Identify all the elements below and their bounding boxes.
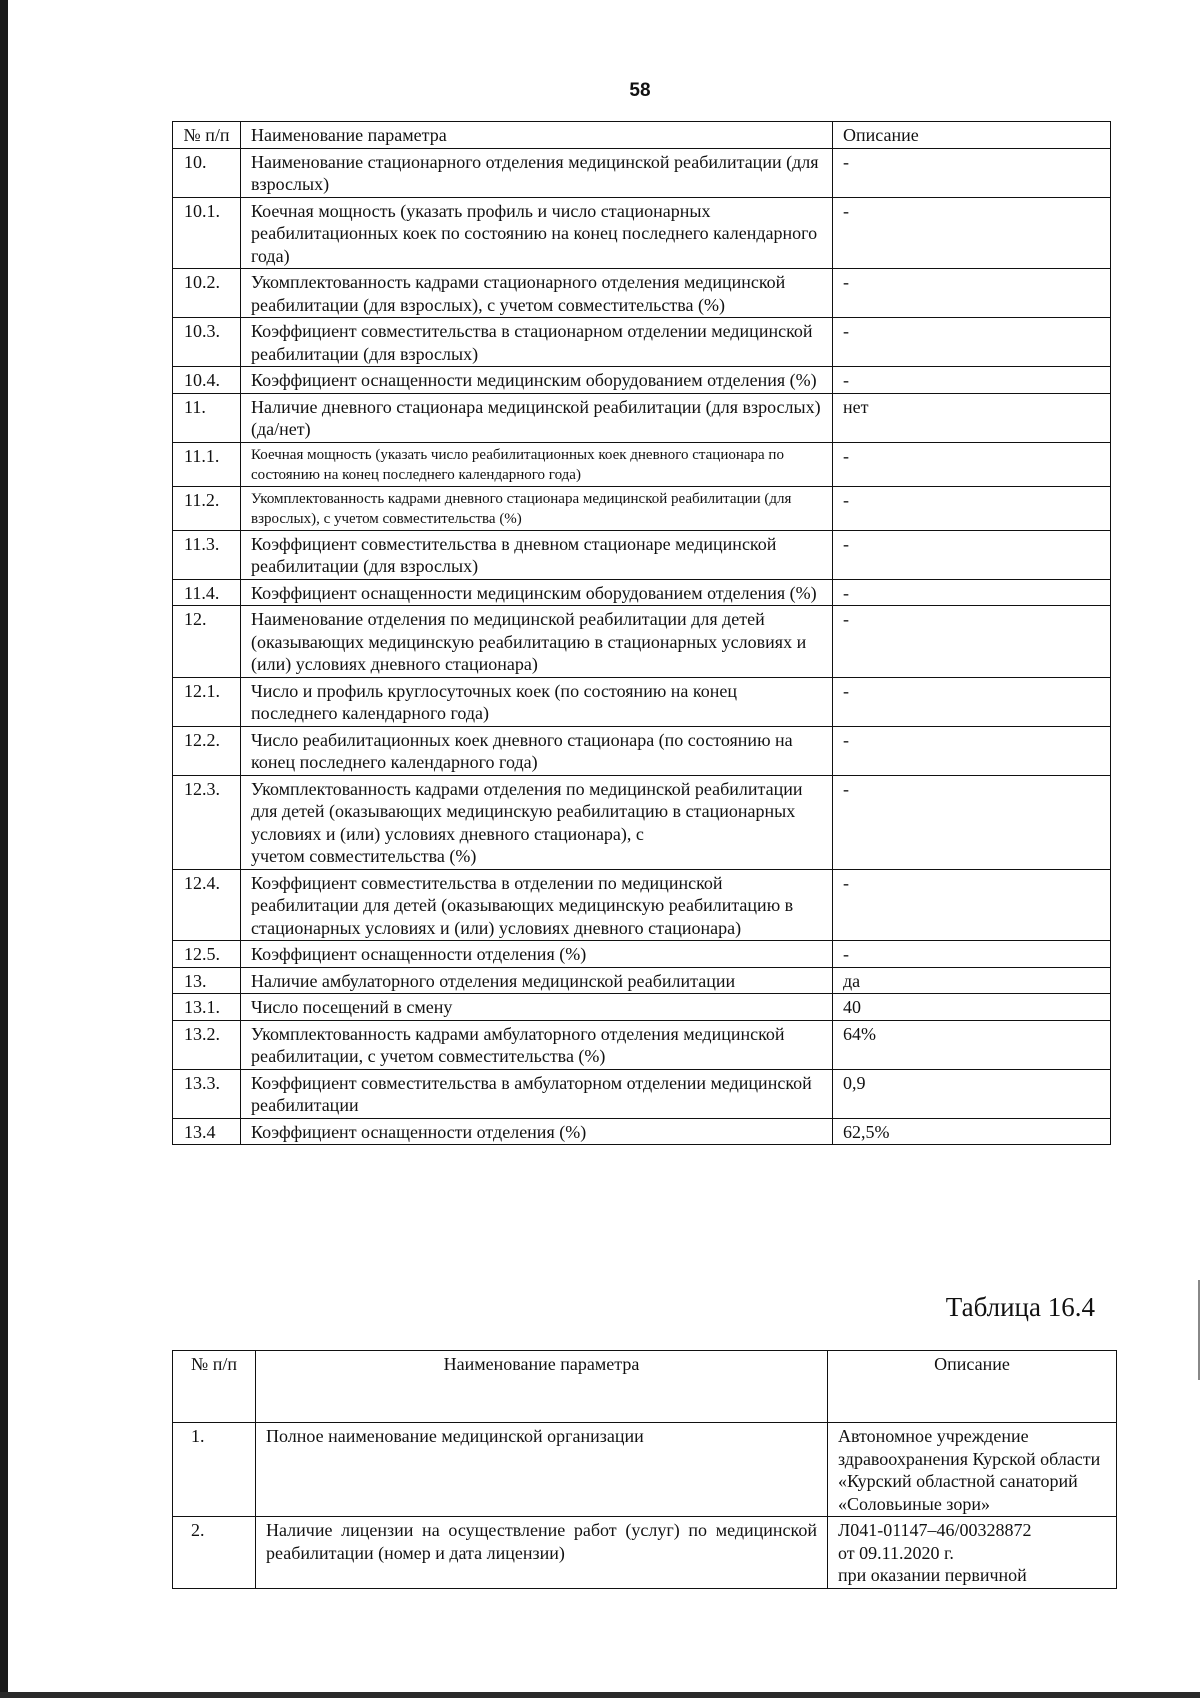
- license-number: Л041-01147–46/00328872: [838, 1520, 1032, 1540]
- row-name: Полное наименование медицинской организации: [256, 1423, 828, 1517]
- row-name: Коэффициент совместительства в отделении по медицинской реабилитации для детей (оказывающих медицинскую реабилитацию в стационарных условиях и (или) условиях дневного стационара): [241, 869, 833, 941]
- row-name: Коэффициент оснащенности отделения (%): [241, 941, 833, 968]
- table-row: [173, 677, 1111, 726]
- header-desc: Описание: [828, 1351, 1117, 1423]
- row-num: 13.3.: [173, 1069, 241, 1118]
- row-name-line2: учетом совместительства (%): [251, 846, 477, 866]
- row-desc: -: [833, 442, 1111, 486]
- row-desc: -: [833, 869, 1111, 941]
- row-name: Укомплектованность кадрами амбулаторного отделения медицинской реабилитации, с учетом совместительства (%): [241, 1020, 833, 1069]
- table-row: [173, 941, 1111, 968]
- row-desc: -: [833, 367, 1111, 394]
- row-desc: -: [833, 726, 1111, 775]
- row-name: Наличие лицензии на осуществление работ (услуг) по медицинской реабилитации (номер и дата лицензии): [256, 1517, 828, 1589]
- organization-table: [172, 1350, 1117, 1589]
- row-num: 12.4.: [173, 869, 241, 941]
- header-name: Наименование параметра: [241, 122, 833, 149]
- row-num: 1.: [173, 1423, 256, 1517]
- table-row: [173, 530, 1111, 579]
- row-num: 13.4: [173, 1118, 241, 1145]
- table-row: [173, 775, 1111, 869]
- license-scope: при оказании первичной: [838, 1565, 1027, 1585]
- row-num: 12.5.: [173, 941, 241, 968]
- row-name: Наименование стационарного отделения медицинской реабилитации (для взрослых): [241, 148, 833, 197]
- row-name: Укомплектованность кадрами отделения по медицинской реабилитации для детей (оказывающих медицинскую реабилитацию в стационарных условиях и (или) условиях дневного стационара), с: [251, 778, 803, 844]
- row-name: Коэффициент совместительства в дневном стационаре медицинской реабилитации (для взрослых): [241, 530, 833, 579]
- page-number: 58: [629, 80, 651, 101]
- row-desc: 64%: [833, 1020, 1111, 1069]
- header-num: № п/п: [173, 122, 241, 149]
- scan-bottom-edge: [0, 1692, 1200, 1698]
- row-name: Наличие амбулаторного отделения медицинской реабилитации: [241, 967, 833, 994]
- row-num: 12.: [173, 606, 241, 678]
- row-desc: 40: [833, 994, 1111, 1021]
- row-num: 10.4.: [173, 367, 241, 394]
- row-name-cell: [241, 775, 833, 869]
- table-row: [173, 1423, 1117, 1517]
- header-desc: Описание: [833, 122, 1111, 149]
- row-num: 13.: [173, 967, 241, 994]
- row-num: 12.2.: [173, 726, 241, 775]
- row-num: 11.: [173, 393, 241, 442]
- table-header-row: [173, 1351, 1117, 1423]
- table-row: [173, 393, 1111, 442]
- table-caption: Таблица 16.4: [945, 1292, 1095, 1322]
- table-row: [173, 994, 1111, 1021]
- row-num: 10.: [173, 148, 241, 197]
- row-desc: -: [833, 775, 1111, 869]
- row-name: Коечная мощность (указать профиль и число стационарных реабилитационных коек по состоянию на конец последнего календарного года): [241, 197, 833, 269]
- row-num: 13.2.: [173, 1020, 241, 1069]
- row-num: 12.3.: [173, 775, 241, 869]
- table-row: [173, 442, 1111, 486]
- row-num: 11.3.: [173, 530, 241, 579]
- row-desc-cell: [828, 1517, 1117, 1589]
- row-desc: -: [833, 197, 1111, 269]
- row-name: Коэффициент совместительства в стационарном отделении медицинской реабилитации (для взрослых): [241, 318, 833, 367]
- row-desc: -: [833, 269, 1111, 318]
- table-row: [173, 197, 1111, 269]
- row-name: Коэффициент оснащенности медицинским оборудованием отделения (%): [241, 579, 833, 606]
- row-desc: 62,5%: [833, 1118, 1111, 1145]
- table-row: [173, 606, 1111, 678]
- row-desc: да: [833, 967, 1111, 994]
- row-num: 12.1.: [173, 677, 241, 726]
- row-name: Коэффициент оснащенности отделения (%): [241, 1118, 833, 1145]
- table-header-row: [173, 122, 1111, 149]
- row-name: Коечная мощность (указать число реабилитационных коек дневного стационара по состоянию на конец последнего календарного года): [241, 442, 833, 486]
- table-row: [173, 1517, 1117, 1589]
- header-name: Наименование параметра: [256, 1351, 828, 1423]
- row-num: 13.1.: [173, 994, 241, 1021]
- table-row: [173, 1118, 1111, 1145]
- row-num: 10.2.: [173, 269, 241, 318]
- table-row: [173, 148, 1111, 197]
- row-desc: 0,9: [833, 1069, 1111, 1118]
- table-row: [173, 367, 1111, 394]
- row-num: 11.1.: [173, 442, 241, 486]
- row-desc: нет: [833, 393, 1111, 442]
- table-row: [173, 318, 1111, 367]
- table-row: [173, 726, 1111, 775]
- row-name: Число и профиль круглосуточных коек (по состоянию на конец последнего календарного года): [241, 677, 833, 726]
- row-desc: -: [833, 530, 1111, 579]
- row-desc: -: [833, 318, 1111, 367]
- row-num: 10.3.: [173, 318, 241, 367]
- row-name: Коэффициент оснащенности медицинским оборудованием отделения (%): [241, 367, 833, 394]
- row-name: Укомплектованность кадрами дневного стационара медицинской реабилитации (для взрослых), с учетом совместительства (%): [241, 486, 833, 530]
- row-desc: -: [833, 606, 1111, 678]
- table-row: [173, 579, 1111, 606]
- row-desc: -: [833, 677, 1111, 726]
- row-name: Наименование отделения по медицинской реабилитации для детей (оказывающих медицинскую реабилитацию в стационарных условиях и (или) условиях дневного стационара): [241, 606, 833, 678]
- table-row: [173, 269, 1111, 318]
- row-desc: -: [833, 579, 1111, 606]
- table-row: [173, 869, 1111, 941]
- row-num: 10.1.: [173, 197, 241, 269]
- row-desc: -: [833, 148, 1111, 197]
- table-row: [173, 486, 1111, 530]
- row-desc: -: [833, 486, 1111, 530]
- row-desc: Автономное учреждение здравоохранения Курской области «Курский областной санаторий «Соловьиные зори»: [828, 1423, 1117, 1517]
- row-name: Число посещений в смену: [241, 994, 833, 1021]
- table-row: [173, 1020, 1111, 1069]
- header-num: № п/п: [173, 1351, 256, 1423]
- license-date: от 09.11.2020 г.: [838, 1542, 954, 1563]
- table-row: [173, 967, 1111, 994]
- row-name: Коэффициент совместительства в амбулаторном отделении медицинской реабилитации: [241, 1069, 833, 1118]
- row-num: 11.2.: [173, 486, 241, 530]
- row-name: Укомплектованность кадрами стационарного отделения медицинской реабилитации (для взрослых), с учетом совместительства (%): [241, 269, 833, 318]
- table-row: [173, 1069, 1111, 1118]
- parameters-table: [172, 121, 1111, 1145]
- row-name: Число реабилитационных коек дневного стационара (по состоянию на конец последнего календарного года): [241, 726, 833, 775]
- row-num: 2.: [173, 1517, 256, 1589]
- scan-left-edge: [0, 0, 8, 1698]
- row-num: 11.4.: [173, 579, 241, 606]
- row-name: Наличие дневного стационара медицинской реабилитации (для взрослых) (да/нет): [241, 393, 833, 442]
- row-desc: -: [833, 941, 1111, 968]
